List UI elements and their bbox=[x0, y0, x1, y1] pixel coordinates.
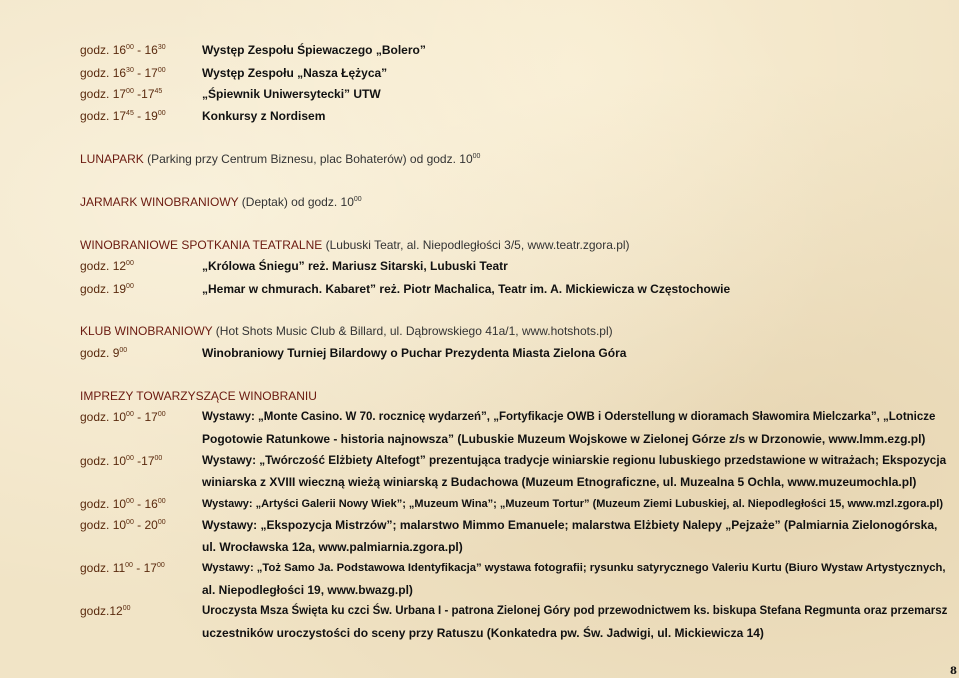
program-time-2: godz. $16^{30} - 17^{00}$ bbox=[80, 66, 166, 80]
imprezy-item-4-line-2: ul. Wrocławska 12a, www.palmiarnia.zgora.pl) bbox=[202, 540, 463, 554]
teatr-time-2: godz. $19^{00}$ bbox=[80, 282, 134, 296]
imprezy-time-2: godz. $10^{00}$ $-17^{00}$ bbox=[80, 454, 163, 468]
klub-item: Winobraniowy Turniej Bilardowy o Puchar Prezydenta Miasta Zielona Góra bbox=[202, 346, 627, 360]
imprezy-item-5-line-2: al. Niepodległości 19, www.bwazg.pl) bbox=[202, 583, 413, 597]
imprezy-time-4: godz. $10^{00} - 20^{00}$ bbox=[80, 518, 166, 532]
teatr-item-1: „Królowa Śniegu” reż. Mariusz Sitarski, Lubuski Teatr bbox=[202, 259, 508, 273]
imprezy-time-5: godz. $11^{00} - 17^{00}$ bbox=[80, 561, 165, 575]
imprezy-item-4-line-1: Wystawy: „Ekspozycja Mistrzów”; malarstwo Mimmo Emanuele; malarstwa Elżbiety Nalepy „Pejzaże” (Palmiarnia Zielonogórska, bbox=[202, 518, 938, 532]
program-item-4: Konkursy z Nordisem bbox=[202, 109, 326, 123]
jarmark-line: JARMARK WINOBRANIOWY (Deptak) od godz. $10^{00}$ bbox=[80, 195, 362, 209]
program-time-1: godz. $16^{00} - 16^{30}$ bbox=[80, 43, 166, 57]
teatr-line: WINOBRANIOWE SPOTKANIA TEATRALNE (Lubuski Teatr, al. Niepodległości 3/5, www.teatr.zgora.pl) bbox=[80, 238, 630, 252]
lunapark-title: LUNAPARK bbox=[80, 152, 144, 166]
program-item-2: Występ Zespołu „Nasza Łężyca” bbox=[202, 66, 388, 80]
jarmark-title: JARMARK WINOBRANIOWY bbox=[80, 195, 239, 209]
klub-time: godz. $9^{00}$ bbox=[80, 346, 128, 360]
teatr-item-2: „Hemar w chmurach. Kabaret” reż. Piotr Machalica, Teatr im. A. Mickiewicza w Częstochowie bbox=[202, 282, 731, 296]
imprezy-item-5-line-1: Wystawy: „Toż Samo Ja. Podstawowa Identyfikacja” wystawa fotografii; rysunku satyrycznego Valeriu Kurtu (Biuro Wystaw Artystycznych, bbox=[202, 562, 946, 574]
klub-line: KLUB WINOBRANIOWY (Hot Shots Music Club & Billard, ul. Dąbrowskiego 41a/1, www.hotshots.pl) bbox=[80, 324, 613, 338]
imprezy-item-6-line-1: Uroczysta Msza Święta ku czci Św. Urbana I - patrona Zielonej Góry pod przewodnictwem ks. biskupa Stefana Regmunta oraz przemarsz bbox=[202, 605, 948, 617]
imprezy-item-1-line-2: Pogotowie Ratunkowe - historia najnowsza” (Lubuskie Muzeum Wojskowe w Zielonej Górze z/s w Drzonowie, www.lmm.ezg.pl) bbox=[202, 432, 926, 446]
imprezy-time-1: godz. $10^{00} - 17^{00}$ bbox=[80, 410, 166, 424]
imprezy-time-6: $godz.12^{00}$ bbox=[80, 604, 131, 618]
teatr-time-1: godz. $12^{00}$ bbox=[80, 259, 134, 273]
imprezy-item-1-line-1: Wystawy: „Monte Casino. W 70. rocznicę wydarzeń”, „Fortyfikacje OWB i Oderstellung w dioramach Sławomira Mielczarka”, „Lotnicze bbox=[202, 411, 936, 423]
imprezy-time-3: godz. $10^{00} - 16^{00}$ bbox=[80, 497, 166, 511]
program-item-1: Występ Zespołu Śpiewaczego „Bolero” bbox=[202, 43, 426, 57]
program-time-3: godz. $17^{00}$ $-17^{45}$ bbox=[80, 87, 163, 101]
page-number: 8 bbox=[950, 666, 957, 677]
teatr-title: WINOBRANIOWE SPOTKANIA TEATRALNE bbox=[80, 238, 323, 252]
imprezy-item-6-line-2: uczestników uroczystości do sceny przy Ratuszu (Konkatedra pw. Św. Jadwigi, ul. Mickiewicza 14) bbox=[202, 626, 764, 640]
imprezy-item-3-line-1: Wystawy: „Artyści Galerii Nowy Wiek”; „Muzeum Wina”; „Muzeum Tortur” (Muzeum Ziemi Lubuskiej, al. Niepodległości 15, www.mzl.zgora.pl) bbox=[202, 498, 943, 510]
imprezy-item-2-line-2: winiarska z XVIII wieczną wieżą winiarską z Budachowa (Muzeum Etnograficzne, ul. Muzealna 5 Ochla, www.muzeumochla.pl) bbox=[202, 475, 917, 489]
program-time-4: godz. $17^{45} - 19^{00}$ bbox=[80, 109, 166, 123]
lunapark-line: LUNAPARK (Parking przy Centrum Biznesu, plac Bohaterów) od godz. $10^{00}$ bbox=[80, 152, 481, 166]
imprezy-item-2-line-1: Wystawy: „Twórczość Elżbiety Altefogt” prezentująca tradycje winiarskie regionu lubuskiego przedstawione w witrażach; Ekspozycja bbox=[202, 454, 947, 467]
program-item-3: „Śpiewnik Uniwersytecki” UTW bbox=[202, 87, 381, 101]
klub-title: KLUB WINOBRANIOWY bbox=[80, 324, 213, 338]
imprezy-title: IMPREZY TOWARZYSZĄCE WINOBRANIU bbox=[80, 389, 317, 403]
